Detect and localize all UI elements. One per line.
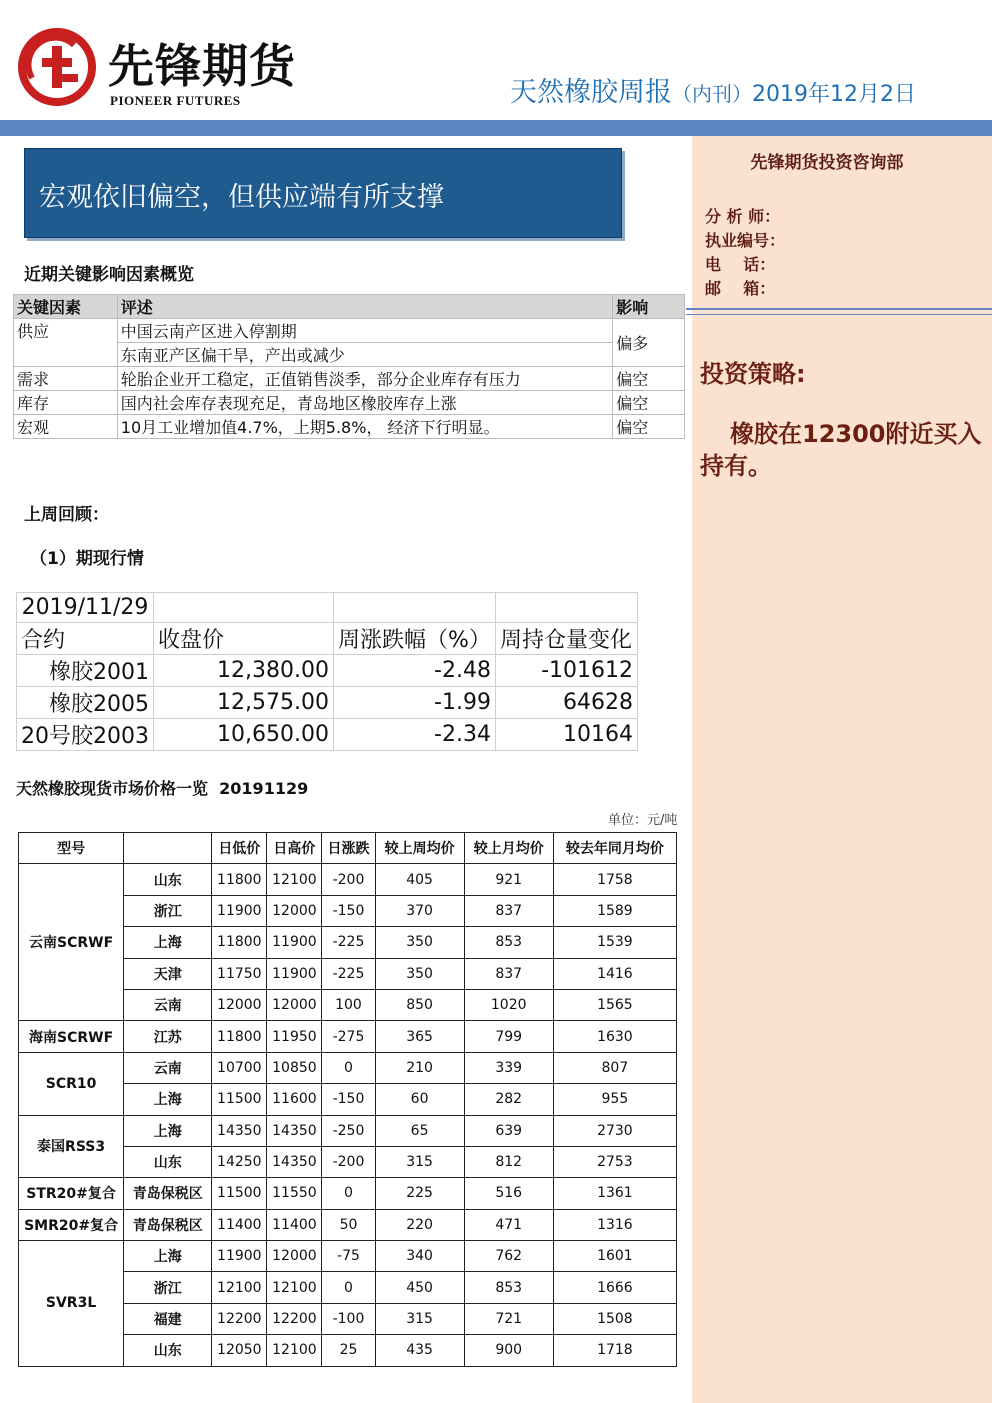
table-row <box>17 655 638 687</box>
email-label: 邮 箱： <box>705 279 776 298</box>
price-cell: 1666 <box>553 1272 676 1303</box>
table-row <box>14 367 685 391</box>
price-cell: 12000 <box>267 895 322 926</box>
model-cell: 云南SCRWF <box>19 864 124 1021</box>
price-cell: 1020 <box>464 989 553 1020</box>
spot-title-text: 天然橡胶现货市场价格一览 <box>16 779 209 798</box>
region-cell: 山东 <box>124 1146 212 1177</box>
price-cell: 11900 <box>267 958 322 989</box>
sidebar-divider-thin <box>686 314 992 315</box>
price-cell: 12000 <box>212 989 267 1020</box>
table-header-row <box>14 295 685 319</box>
factor-cell: 库存 <box>14 391 118 415</box>
region-cell: 青岛保税区 <box>124 1178 212 1209</box>
comment-cell: 国内社会库存表现充足，青岛地区橡胶库存上涨 <box>117 391 612 415</box>
price-cell: 12200 <box>212 1303 267 1334</box>
impact-cell: 偏空 <box>613 415 685 439</box>
price-cell: 955 <box>553 1084 676 1115</box>
phone-label: 电 话： <box>705 255 776 274</box>
header-rule <box>0 120 992 136</box>
close-cell: 12,380.00 <box>153 655 333 687</box>
report-title <box>510 70 916 109</box>
price-cell: 471 <box>464 1209 553 1240</box>
price-cell: 853 <box>464 927 553 958</box>
region-cell: 云南 <box>124 989 212 1020</box>
table-row <box>17 593 638 623</box>
column-header: 日低价 <box>212 833 267 864</box>
price-cell: 11800 <box>212 1021 267 1052</box>
price-cell: 1630 <box>553 1021 676 1052</box>
price-cell: 1718 <box>553 1335 676 1366</box>
price-cell: 405 <box>375 864 464 895</box>
price-cell: -275 <box>322 1021 375 1052</box>
price-cell: 1316 <box>553 1209 676 1240</box>
table-row <box>19 1209 677 1240</box>
price-cell: 60 <box>375 1084 464 1115</box>
price-cell: 11500 <box>212 1178 267 1209</box>
price-cell: 1758 <box>553 864 676 895</box>
price-cell: 516 <box>464 1178 553 1209</box>
price-cell: 721 <box>464 1303 553 1334</box>
table-row <box>19 864 677 895</box>
column-header: 较去年同月均价 <box>553 833 676 864</box>
price-cell: 340 <box>375 1241 464 1272</box>
region-cell: 山东 <box>124 864 212 895</box>
table-row <box>19 1021 677 1052</box>
title-sub: （内刊） <box>672 82 752 106</box>
model-cell: SVR3L <box>19 1241 124 1367</box>
price-cell: 11400 <box>267 1209 322 1240</box>
factor-cell: 宏观 <box>14 415 118 439</box>
price-cell: 315 <box>375 1303 464 1334</box>
price-cell: 339 <box>464 1052 553 1083</box>
logo-english: PIONEER FUTURES <box>110 93 241 108</box>
spot-title <box>16 776 308 799</box>
price-cell: 350 <box>375 927 464 958</box>
price-cell: 14350 <box>267 1115 322 1146</box>
price-cell: 435 <box>375 1335 464 1366</box>
price-cell: 10700 <box>212 1052 267 1083</box>
price-cell: 14350 <box>267 1146 322 1177</box>
comment-cell: 东南亚产区偏干旱，产出或减少 <box>117 343 612 367</box>
region-cell: 天津 <box>124 958 212 989</box>
price-cell: 370 <box>375 895 464 926</box>
column-header: 收盘价 <box>153 623 333 655</box>
price-cell: 11500 <box>212 1084 267 1115</box>
column-header: 影响 <box>613 295 685 319</box>
region-cell: 青岛保税区 <box>124 1209 212 1240</box>
oi-cell: 10164 <box>495 719 637 751</box>
impact-cell: 偏多 <box>613 319 685 367</box>
price-cell: 12100 <box>212 1272 267 1303</box>
comment-cell: 10月工业增加值4.7%，上期5.8%， 经济下行明显。 <box>117 415 612 439</box>
comment-cell: 轮胎企业开工稳定，正值销售淡季，部分企业库存有压力 <box>117 367 612 391</box>
price-cell: 350 <box>375 958 464 989</box>
model-cell: 泰国RSS3 <box>19 1115 124 1178</box>
spot-price-table <box>18 832 677 1367</box>
price-cell: 11900 <box>212 895 267 926</box>
price-cell: -225 <box>322 958 375 989</box>
spot-date: 20191129 <box>219 779 309 798</box>
futures-table <box>16 592 638 751</box>
price-cell: 25 <box>322 1335 375 1366</box>
price-cell: 853 <box>464 1272 553 1303</box>
region-cell: 福建 <box>124 1303 212 1334</box>
price-cell: 12000 <box>267 989 322 1020</box>
table-header-row <box>19 833 677 864</box>
model-cell: STR20#复合 <box>19 1178 124 1209</box>
table-row <box>19 1178 677 1209</box>
report-date: 2019年12月2日 <box>752 82 916 107</box>
price-cell: 900 <box>464 1335 553 1366</box>
price-cell: 14250 <box>212 1146 267 1177</box>
analyst-label: 分 析 师： <box>705 207 781 226</box>
contract-cell: 橡胶2005 <box>17 687 154 719</box>
company-logo-icon <box>18 28 96 106</box>
price-cell: 1589 <box>553 895 676 926</box>
price-cell: 12100 <box>267 1335 322 1366</box>
factor-cell: 供应 <box>14 319 118 367</box>
contract-cell: 20号胶2003 <box>17 719 154 751</box>
license-label: 执业编号： <box>705 231 786 250</box>
price-cell: -250 <box>322 1115 375 1146</box>
price-cell: 11400 <box>212 1209 267 1240</box>
price-cell: 1508 <box>553 1303 676 1334</box>
department-name: 先锋期货投资咨询部 <box>750 153 904 173</box>
table-row <box>17 719 638 751</box>
price-cell: 2753 <box>553 1146 676 1177</box>
price-cell: 11600 <box>267 1084 322 1115</box>
price-cell: 1601 <box>553 1241 676 1272</box>
price-cell: 11800 <box>212 864 267 895</box>
close-cell: 12,575.00 <box>153 687 333 719</box>
futures-date: 2019/11/29 <box>17 593 154 623</box>
column-header: 日涨跌 <box>322 833 375 864</box>
column-header: 日高价 <box>267 833 322 864</box>
price-cell: 11750 <box>212 958 267 989</box>
price-cell: 450 <box>375 1272 464 1303</box>
review-subheading: （1）期现行情 <box>30 549 144 569</box>
close-cell: 10,650.00 <box>153 719 333 751</box>
price-cell: 11950 <box>267 1021 322 1052</box>
price-cell: 10850 <box>267 1052 322 1083</box>
column-header: 评述 <box>117 295 612 319</box>
review-heading: 上周回顾： <box>24 505 109 525</box>
region-cell: 上海 <box>124 1241 212 1272</box>
price-cell: 11550 <box>267 1178 322 1209</box>
price-cell: 65 <box>375 1115 464 1146</box>
column-header: 关键因素 <box>14 295 118 319</box>
factor-cell: 需求 <box>14 367 118 391</box>
price-cell: 1361 <box>553 1178 676 1209</box>
price-cell: 850 <box>375 989 464 1020</box>
region-cell: 上海 <box>124 1115 212 1146</box>
column-header: 型号 <box>19 833 124 864</box>
price-cell: -225 <box>322 927 375 958</box>
price-cell: 225 <box>375 1178 464 1209</box>
sidebar-divider <box>686 308 992 310</box>
price-cell: -150 <box>322 895 375 926</box>
region-cell: 云南 <box>124 1052 212 1083</box>
price-cell: 837 <box>464 958 553 989</box>
impact-cell: 偏空 <box>613 391 685 415</box>
price-cell: 315 <box>375 1146 464 1177</box>
table-row <box>14 391 685 415</box>
price-cell: 921 <box>464 864 553 895</box>
price-cell: 12050 <box>212 1335 267 1366</box>
table-header-row <box>17 623 638 655</box>
price-cell: 762 <box>464 1241 553 1272</box>
table-row <box>19 1052 677 1083</box>
price-cell: 812 <box>464 1146 553 1177</box>
price-cell: -200 <box>322 864 375 895</box>
change-cell: -2.48 <box>333 655 495 687</box>
price-cell: 14350 <box>212 1115 267 1146</box>
price-cell: 2730 <box>553 1115 676 1146</box>
model-cell: 海南SCRWF <box>19 1021 124 1052</box>
headline-text: 宏观依旧偏空，但供应端有所支撑 <box>39 182 444 213</box>
price-cell: -200 <box>322 1146 375 1177</box>
price-cell: 12000 <box>267 1241 322 1272</box>
price-cell: 12200 <box>267 1303 322 1334</box>
price-cell: 12100 <box>267 1272 322 1303</box>
region-cell: 浙江 <box>124 1272 212 1303</box>
price-cell: 50 <box>322 1209 375 1240</box>
column-header: 较上月均价 <box>464 833 553 864</box>
contract-cell: 橡胶2001 <box>17 655 154 687</box>
price-cell: -100 <box>322 1303 375 1334</box>
price-cell: 210 <box>375 1052 464 1083</box>
unit-label: 单位：元/吨 <box>608 813 678 828</box>
price-cell: 12100 <box>267 864 322 895</box>
table-row <box>14 415 685 439</box>
price-cell: -150 <box>322 1084 375 1115</box>
price-cell: 11900 <box>267 927 322 958</box>
price-cell: 837 <box>464 895 553 926</box>
table-row <box>14 319 685 343</box>
price-cell: 1565 <box>553 989 676 1020</box>
price-cell: 11900 <box>212 1241 267 1272</box>
price-cell: -75 <box>322 1241 375 1272</box>
change-cell: -1.99 <box>333 687 495 719</box>
column-header: 周涨跌幅（%） <box>333 623 495 655</box>
column-header <box>124 833 212 864</box>
price-cell: 0 <box>322 1178 375 1209</box>
comment-cell: 中国云南产区进入停割期 <box>117 319 612 343</box>
region-cell: 上海 <box>124 927 212 958</box>
price-cell: 799 <box>464 1021 553 1052</box>
oi-cell: 64628 <box>495 687 637 719</box>
logo-text: 先锋期货 <box>108 39 296 93</box>
region-cell: 江苏 <box>124 1021 212 1052</box>
column-header: 较上周均价 <box>375 833 464 864</box>
price-cell: 1539 <box>553 927 676 958</box>
sidebar <box>692 136 992 1403</box>
change-cell: -2.34 <box>333 719 495 751</box>
price-cell: 639 <box>464 1115 553 1146</box>
factors-heading: 近期关键影响因素概览 <box>24 265 194 285</box>
column-header: 合约 <box>17 623 154 655</box>
strategy-heading: 投资策略: <box>700 360 806 388</box>
price-cell: 365 <box>375 1021 464 1052</box>
region-cell: 山东 <box>124 1335 212 1366</box>
strategy-body: 橡胶在12300附近买入持有。 <box>700 420 982 480</box>
price-cell: 0 <box>322 1052 375 1083</box>
table-row <box>19 1115 677 1146</box>
price-cell: 100 <box>322 989 375 1020</box>
column-header: 周持仓量变化 <box>495 623 637 655</box>
price-cell: 807 <box>553 1052 676 1083</box>
price-cell: 282 <box>464 1084 553 1115</box>
price-cell: 0 <box>322 1272 375 1303</box>
price-cell: 1416 <box>553 958 676 989</box>
table-row <box>17 687 638 719</box>
oi-cell: -101612 <box>495 655 637 687</box>
price-cell: 220 <box>375 1209 464 1240</box>
impact-cell: 偏空 <box>613 367 685 391</box>
table-row <box>19 1241 677 1272</box>
model-cell: SMR20#复合 <box>19 1209 124 1240</box>
headline-box <box>24 148 622 238</box>
factors-table <box>13 294 685 439</box>
model-cell: SCR10 <box>19 1052 124 1115</box>
price-cell: 11800 <box>212 927 267 958</box>
title-main: 天然橡胶周报 <box>510 77 672 108</box>
region-cell: 浙江 <box>124 895 212 926</box>
region-cell: 上海 <box>124 1084 212 1115</box>
